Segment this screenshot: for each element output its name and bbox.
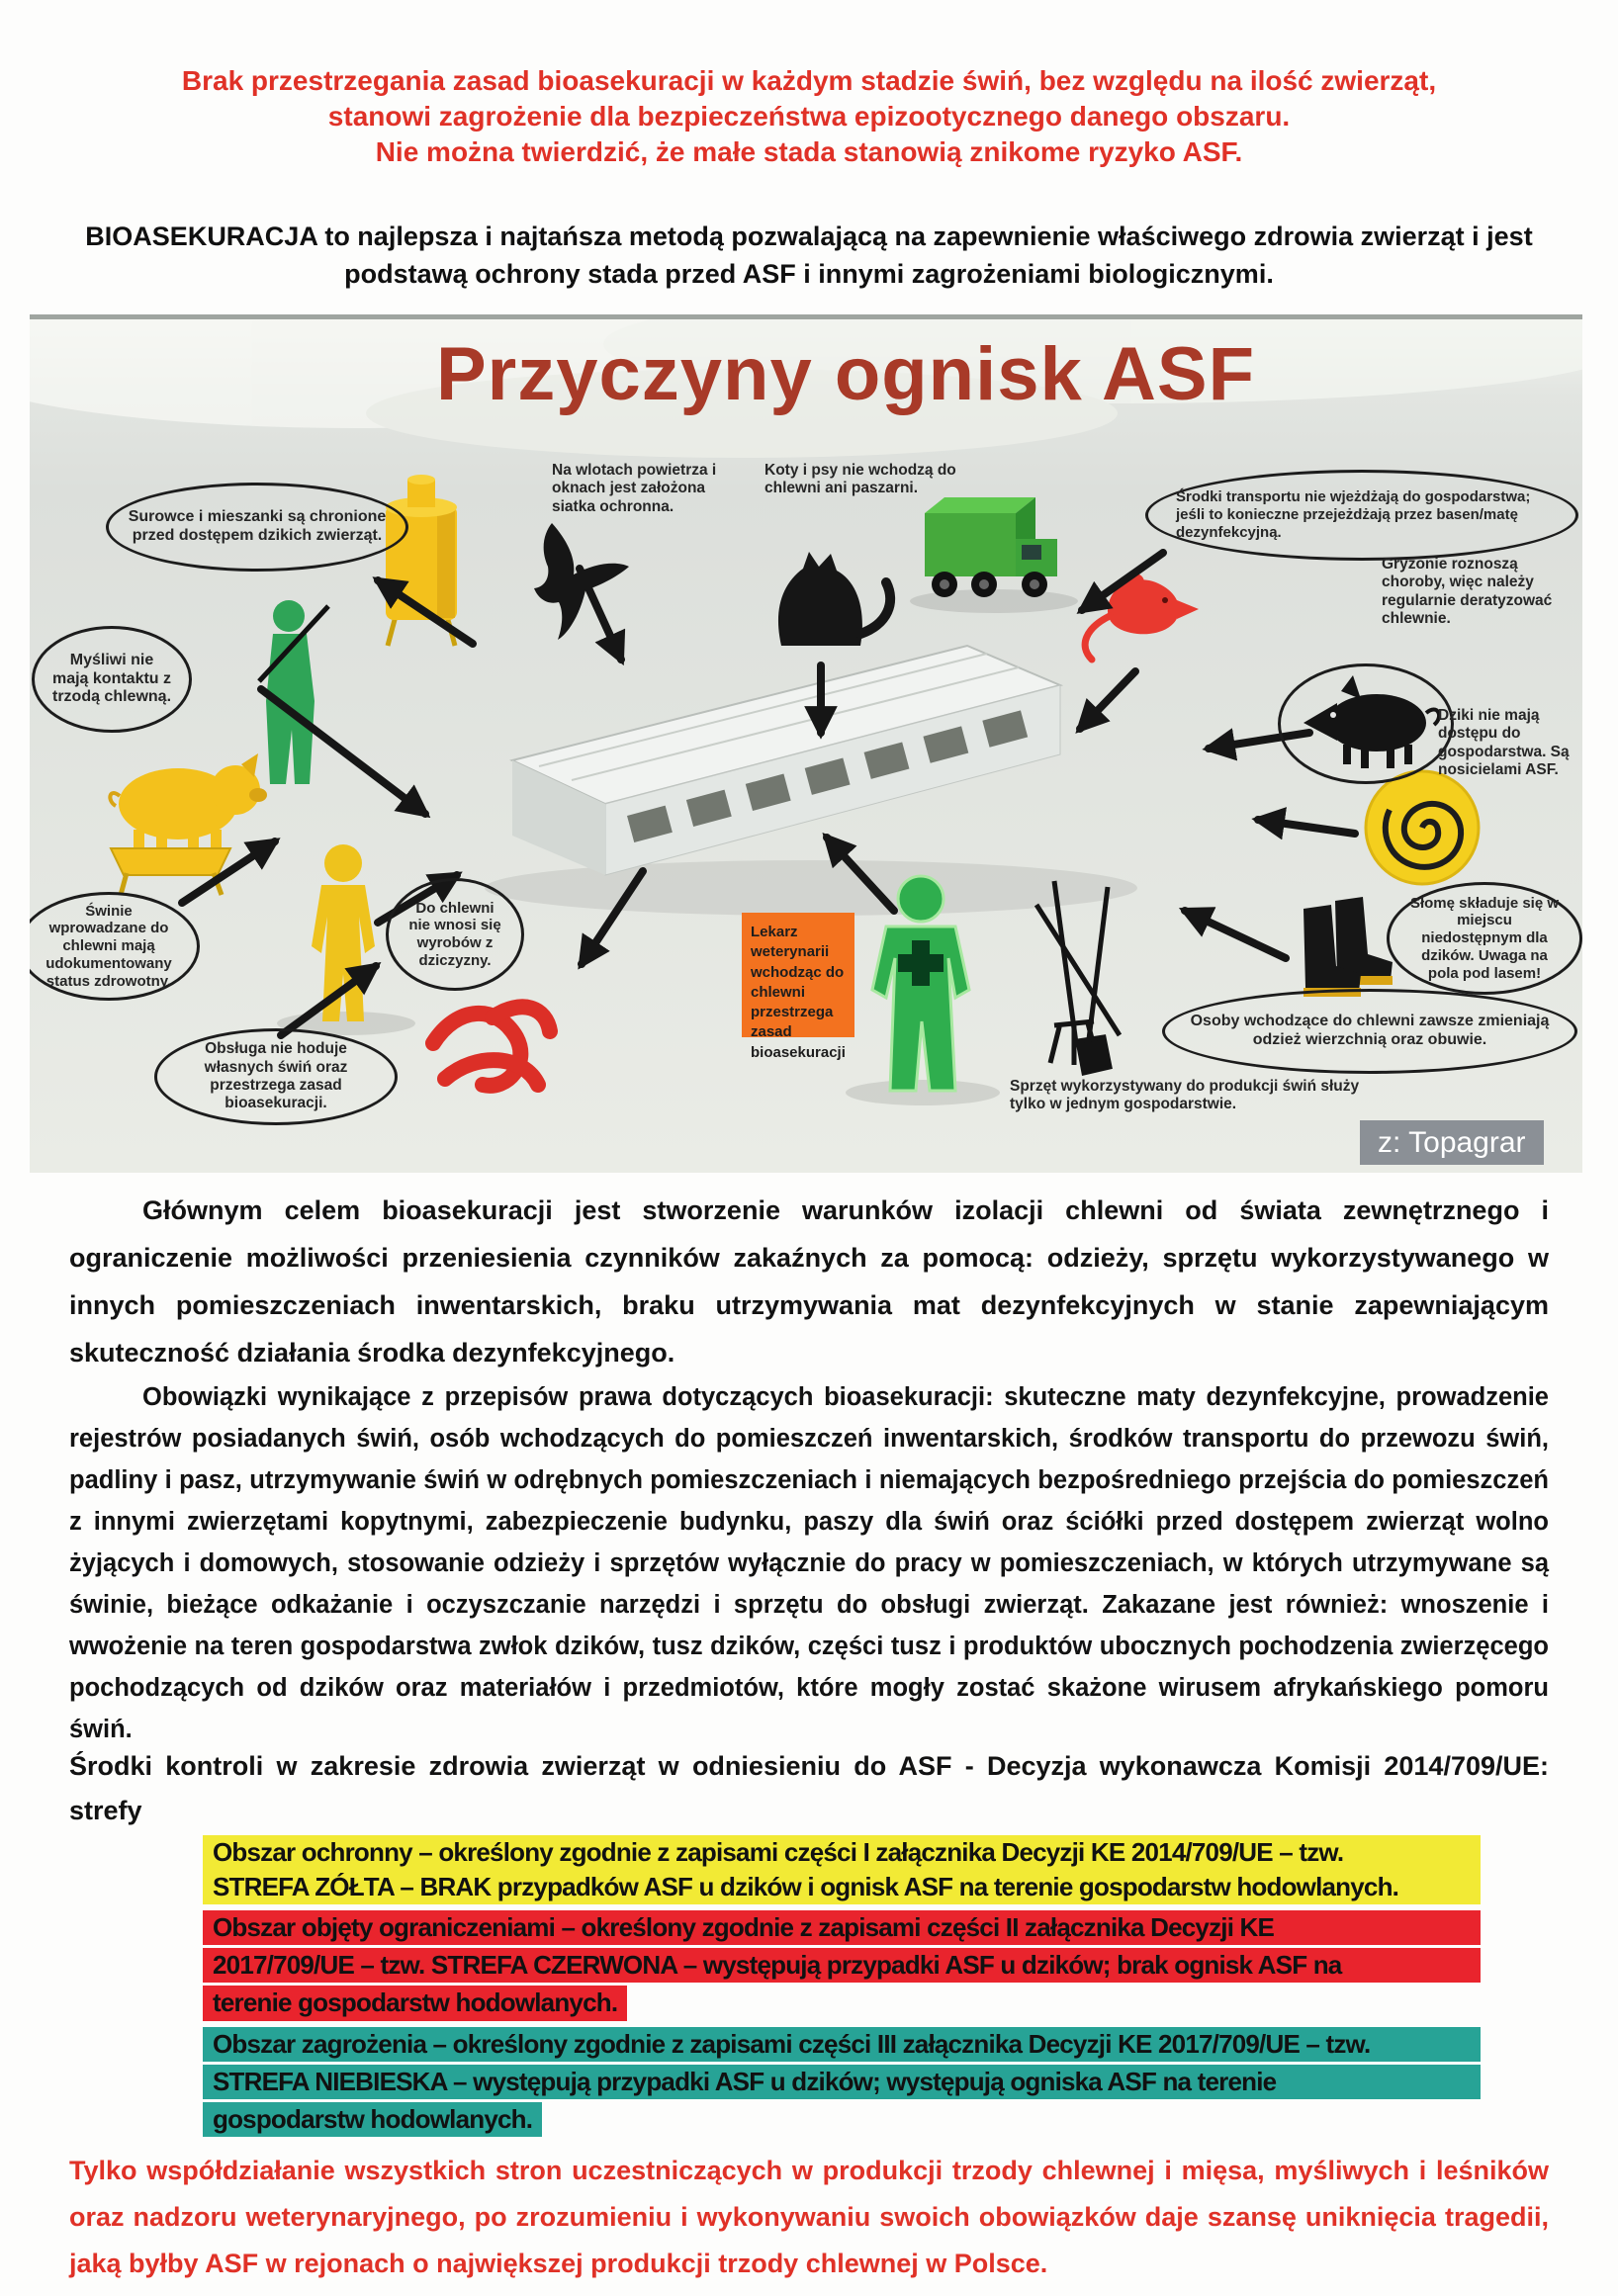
- closing-cooperation-paragraph: Tylko współdziałanie wszystkich stron uczestniczących w produkcji trzody chlewnej i mięsa, myśliwych i leśników oraz nadzoru weterynaryjnego, po zrozumieniu i wykonywaniu swoich obowiązków daje szansę uniknięcia tragedii, jaką byłby ASF w rejonach o największej produkcji trzody chlewnej w Polsce.: [69, 2156, 1549, 2278]
- asf-causes-infographic: [30, 314, 1582, 1173]
- biosecurity-definition-text: BIOASEKURACJA to najlepsza i najtańsza metodą pozwalającą na zapewnienie właściwego zdrowia zwierząt i jest podstawą ochrony stada przed ASF i innymi zagrożeniami biologicznymi.: [85, 221, 1533, 289]
- intro-warning-line: stanowi zagrożenie dla bezpieczeństwa epizootycznego danego obszaru.: [327, 101, 1291, 132]
- zone-blue-line: gospodarstw hodowlanych.: [203, 2102, 542, 2137]
- infographic-title: Przyczyny ognisk ASF: [435, 332, 1256, 416]
- pig-barn-icon: [485, 646, 1137, 916]
- pig-icon: [110, 753, 267, 861]
- callout-staff-no-own-pigs: Obsługa nie hoduje własnych świń oraz przestrzega zasad bioasekuracji.: [154, 1028, 398, 1125]
- zones-heading: Środki kontroli w zakresie zdrowia zwierząt w odniesieniu do ASF - Decyzja wykonawcza Komisji 2014/709/UE: strefy: [69, 1751, 1549, 1825]
- callout-rodents: Gryzonie roznoszą choroby, więc należy regularnie deratyzować chlewnie.: [1382, 556, 1553, 627]
- farm-tools-icon: [1036, 881, 1120, 1073]
- asf-zones-section: [203, 1835, 1481, 2143]
- callout-pigs-health-status: Świnie wprowadzane do chlewni mają udokumentowany status zdrowotny.: [30, 892, 200, 1001]
- callout-hunters: Myśliwi nie mają kontaktu z trzodą chlewną.: [32, 626, 192, 733]
- intro-warning-text: [74, 63, 1544, 170]
- zone-yellow-line: STREFA ZÓŁTA – BRAK przypadków ASF u dzików i ognisk ASF na terenie gospodarstw hodowlanych.: [203, 1870, 1481, 1904]
- zone-yellow-block: [203, 1835, 1481, 1904]
- callout-boar-ring: [1278, 663, 1454, 784]
- zone-red-line: 2017/709/UE – tzw. STREFA CZERWONA – występują przypadki ASF u dzików; brak ognisk ASF na: [203, 1948, 1481, 1983]
- image-credit-badge: z: Topagrar: [1360, 1120, 1544, 1165]
- zone-red-block: [203, 1910, 1481, 2020]
- callout-change-clothes: Osoby wchodzące do chlewni zawsze zmieniają odzież wierzchnią oraz obuwie.: [1162, 989, 1577, 1074]
- callout-equipment-one-farm: Sprzęt wykorzystywany do produkcji świń służy tylko w jednym gospodarstwie.: [1010, 1078, 1360, 1113]
- callout-wild-boars: Dziki nie mają dostępu do gospodarstwa. Są nosicielami ASF.: [1438, 707, 1570, 778]
- intro-warning-line: Brak przestrzegania zasad bioasekuracji w każdym stadzie świń, bez względu na ilość zwierząt,: [181, 65, 1437, 96]
- callout-no-game-products: Do chlewni nie wnosi się wyrobów z dziczyzny.: [386, 878, 524, 991]
- game-sausages-icon: [433, 1007, 550, 1086]
- zone-blue-line: Obszar zagrożenia – określony zgodnie z zapisami części III załącznika Decyzji KE 2017/709/UE – tzw.: [203, 2027, 1481, 2062]
- callout-straw-storage: Słomę składuje się w miejscu niedostępnym dla dzików. Uwaga na pola pod lasem!: [1387, 882, 1582, 995]
- cat-icon: [778, 552, 890, 646]
- feed-trough-icon: [111, 848, 230, 895]
- biosecurity-goal-paragraph: Głównym celem bioasekuracji jest stworzenie warunków izolacji chlewni od świata zewnętrznego i ograniczenie możliwości przeniesienia czynników zakaźnych za pomocą: odzieży, sprzętu wykorzystywanego w innych pomieszczeniach inwentarskich, braku utrzymywania mat dezynfekcyjnych w stanie zapewniającym skuteczność działania środka dezynfekcyjnego.: [69, 1195, 1549, 1368]
- zone-yellow-line: Obszar ochronny – określony zgodnie z zapisami części I załącznika Decyzji KE 2014/709/UE – tzw.: [203, 1835, 1481, 1870]
- zone-blue-line: STREFA NIEBIESKA – występują przypadki ASF u dzików; występują ogniska ASF na terenie: [203, 2065, 1481, 2099]
- callout-veterinarian-rules: Lekarz weterynarii wchodząc do chlewni przestrzega zasad bioasekuracji: [742, 913, 854, 1037]
- zone-red-line: Obszar objęty ograniczeniami – określony zgodnie z zapisami części II załącznika Decyzji KE: [203, 1910, 1481, 1945]
- callout-air-inlets-net: Na wlotach powietrza i oknach jest założona siatka ochronna.: [552, 462, 717, 515]
- zone-red-line: terenie gospodarstw hodowlanych.: [203, 1986, 627, 2020]
- feed-silo-icon: [386, 475, 457, 646]
- straw-bale-icon: [1366, 771, 1479, 884]
- truck-icon: [910, 497, 1078, 613]
- intro-warning-line: Nie można twierdzić, że małe stada stanowią znikome ryzyko ASF.: [375, 136, 1243, 167]
- legal-obligations-paragraph: Obowiązki wynikające z przepisów prawa dotyczących bioasekuracji: skuteczne maty dezynfekcyjne, prowadzenie rejestrów posiadanych świń, osób wchodzących do pomieszczeń inwentarskich, środków transportu do przewozu świń, padliny i pasz, utrzymywanie świń w odrębnych pomieszczeniach i niemających bezpośredniego przejścia do pomieszczeń z innymi zwierzętami kopytnymi, zabezpieczenie budynku, paszy dla świń oraz ściółki przed dostępem zwierząt wolno żyjących i domowych, stosowanie odzieży i sprzętów wyłącznie do pracy w pomieszczeniach, w których utrzymywane są świnie, bieżące odkażanie i oczyszczanie narzędzi i sprzętu do obsługi zwierząt. Zakazane jest również: wnoszenie i wwożenie na teren gospodarstwa zwłok dzików, tusz dzików, części tusz i produktów ubocznych pochodzenia zwierzęcego pochodzących od dzików oraz materiałów i przedmiotów, które mogły zostać skażone wirusem afrykańskiego pomoru świń.: [69, 1383, 1549, 1743]
- boots-icon: [1303, 897, 1393, 997]
- rat-icon: [1085, 574, 1199, 660]
- callout-feed-protected: Surowce i mieszanki są chronione przed dostępem dzikich zwierząt.: [106, 483, 408, 572]
- callout-transport-disinfection: Środki transportu nie wjeżdżają do gospodarstwa; jeśli to konieczne przejeżdżają przez basen/matę dezynfekcyjną.: [1145, 470, 1578, 561]
- callout-cats-dogs: Koty i psy nie wchodzą do chlewni ani paszarni.: [764, 462, 956, 497]
- zone-blue-block: [203, 2027, 1481, 2137]
